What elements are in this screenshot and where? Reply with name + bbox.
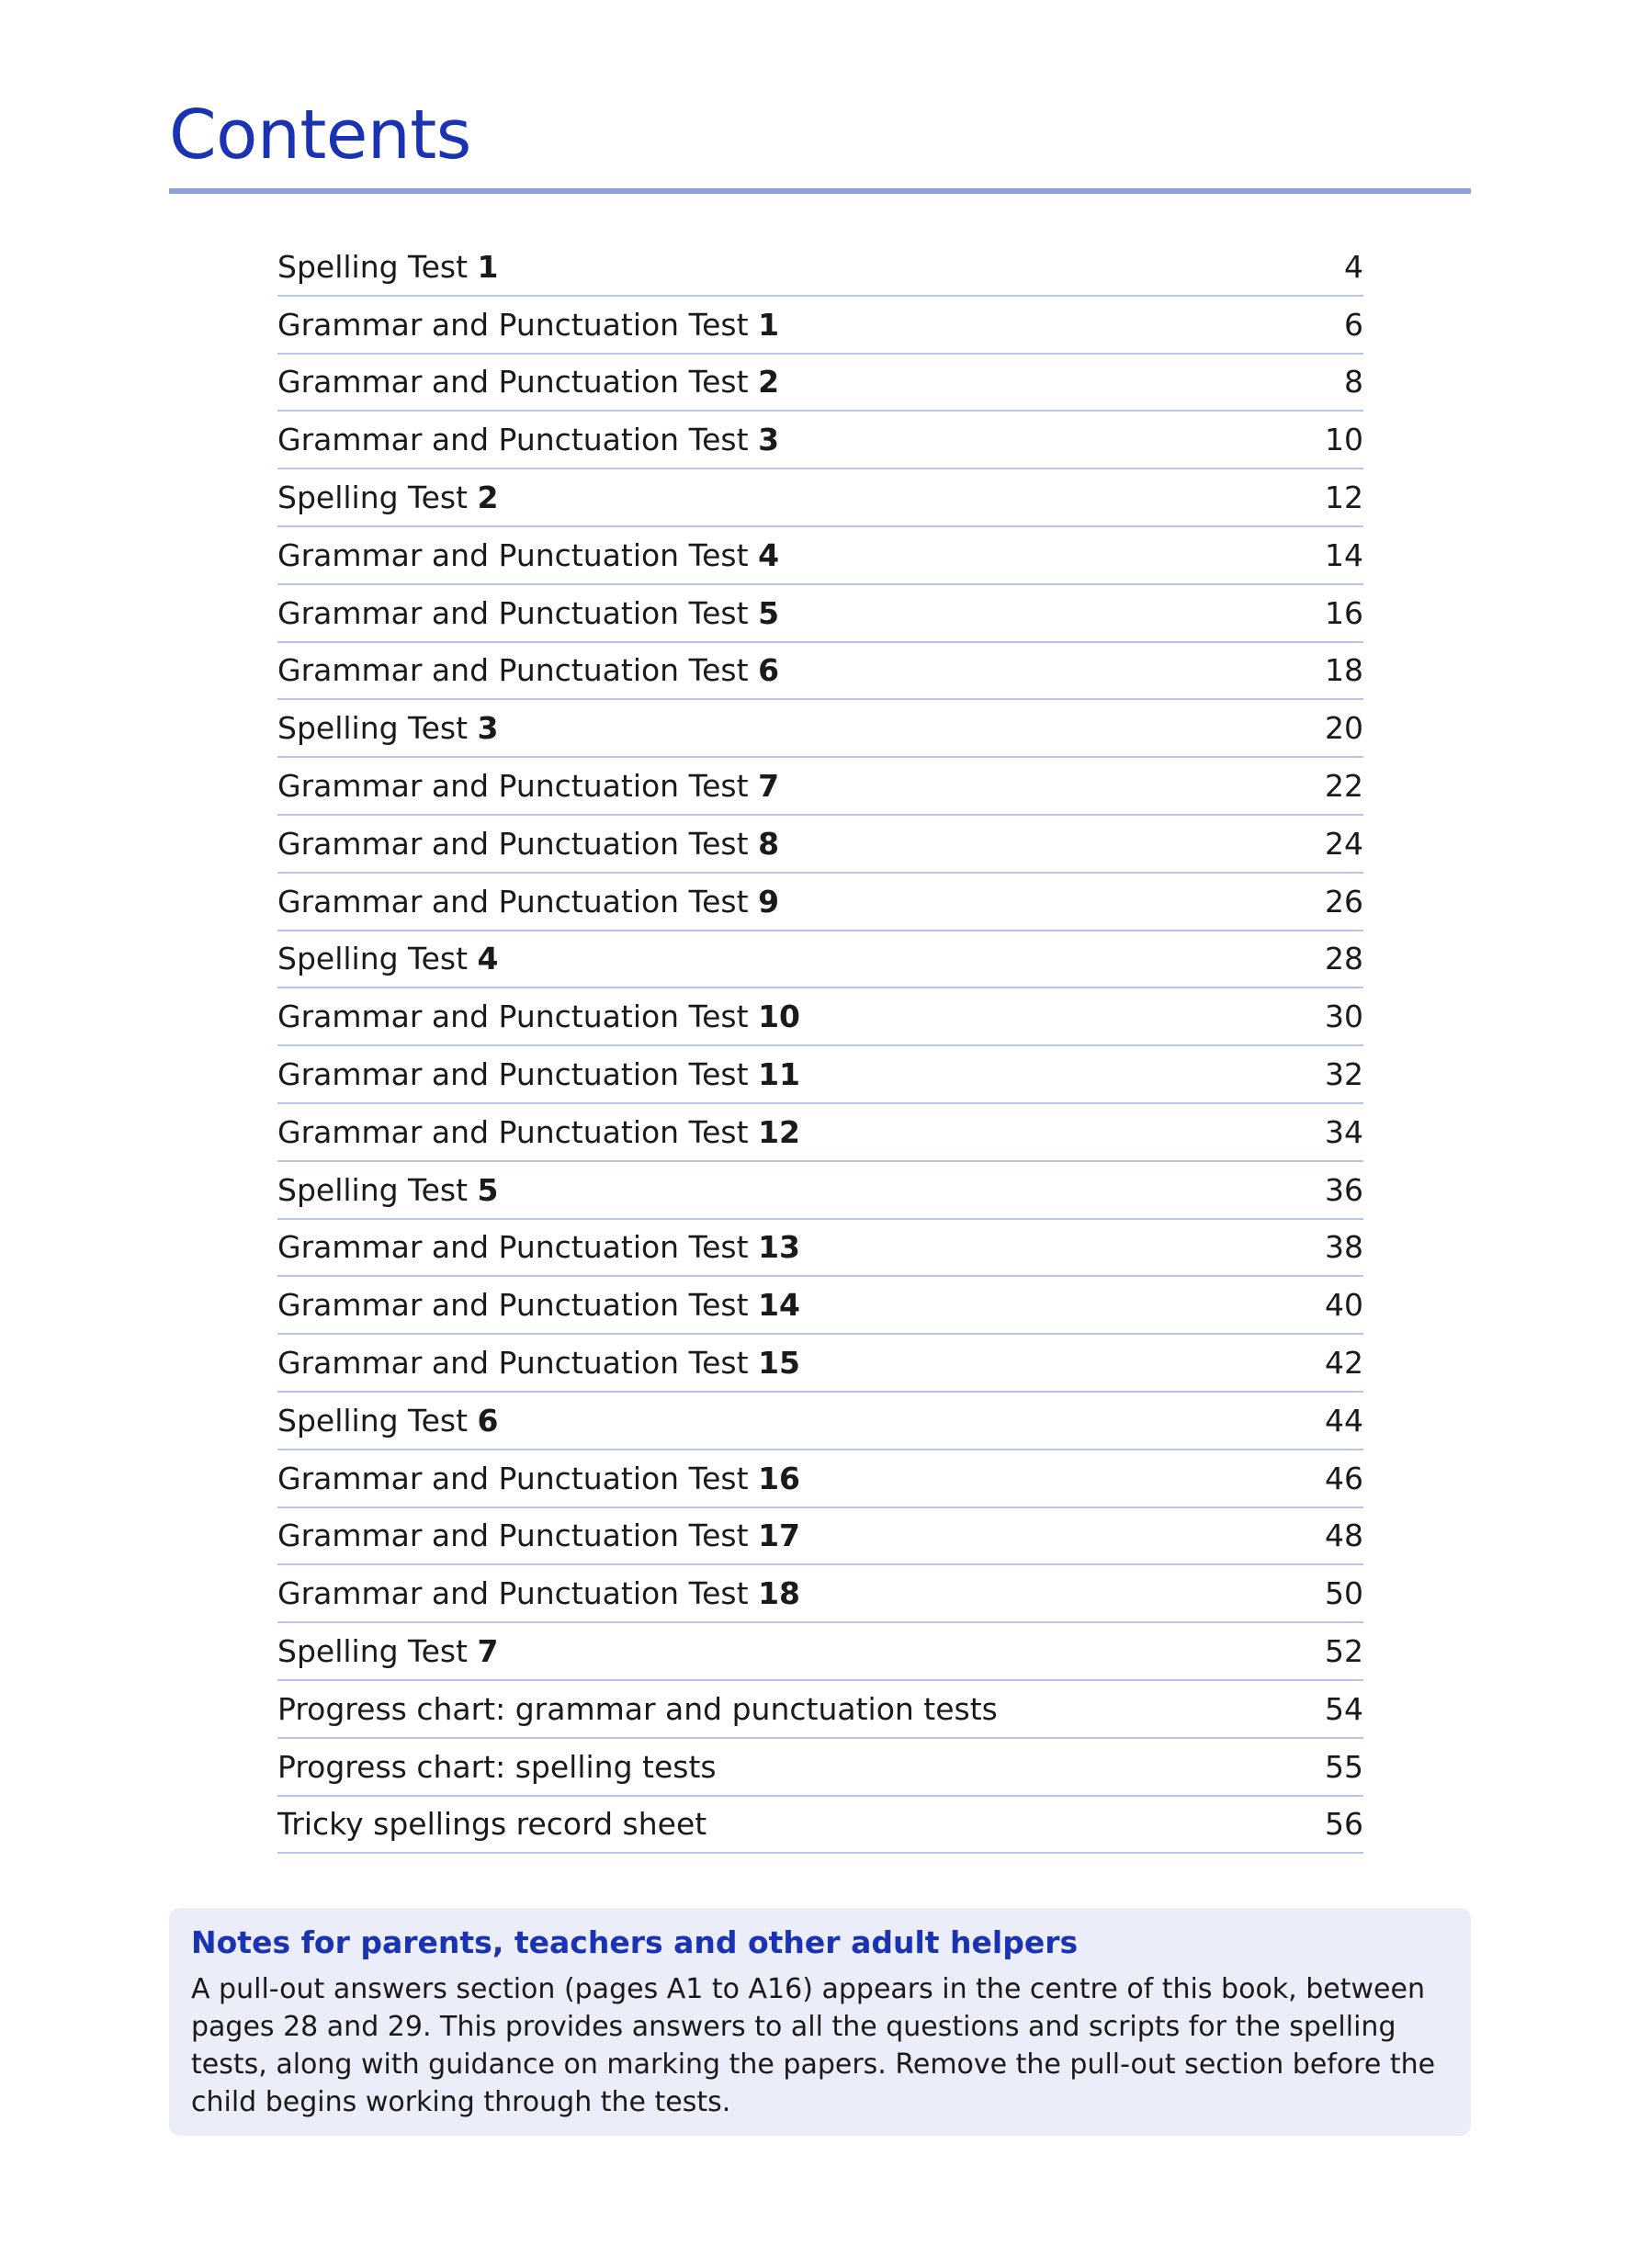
toc-page-number: 6 [1344, 306, 1363, 343]
toc-entry-text: Spelling Test [277, 710, 478, 747]
toc-entry-text: Grammar and Punctuation Test [277, 1113, 759, 1150]
toc-entry-title [277, 941, 499, 977]
toc-row[interactable] [277, 239, 1363, 297]
toc-entry-number: 15 [758, 1345, 800, 1382]
toc-entry-title [277, 652, 780, 689]
toc-entry-title [277, 1056, 800, 1093]
toc-entry-text: Grammar and Punctuation Test [277, 1460, 759, 1496]
toc-entry-text: Progress chart: spelling tests [277, 1748, 717, 1785]
contents-list [277, 239, 1363, 1854]
toc-entry-text: Grammar and Punctuation Test [277, 652, 759, 689]
toc-row[interactable] [277, 931, 1363, 989]
toc-entry-text: Grammar and Punctuation Test [277, 364, 759, 401]
toc-entry-number: 14 [758, 1287, 800, 1324]
toc-page-number: 4 [1344, 248, 1363, 285]
toc-entry-number: 6 [758, 652, 780, 689]
toc-row[interactable] [277, 1508, 1363, 1566]
toc-page-number: 32 [1325, 1056, 1363, 1093]
toc-entry-number: 3 [477, 710, 499, 747]
toc-page-number: 20 [1325, 710, 1363, 747]
toc-entry-title [277, 768, 780, 805]
toc-entry-text: Grammar and Punctuation Test [277, 883, 759, 920]
toc-entry-title [277, 1345, 800, 1382]
notes-box [169, 1908, 1471, 2136]
toc-entry-number: 5 [477, 1171, 499, 1208]
toc-entry-title [277, 1229, 800, 1266]
toc-entry-text: Grammar and Punctuation Test [277, 594, 759, 631]
toc-page-number: 48 [1325, 1518, 1363, 1554]
toc-page-number: 30 [1325, 999, 1363, 1035]
toc-page-number: 24 [1325, 825, 1363, 862]
toc-entry-title [277, 480, 499, 516]
toc-entry-text: Spelling Test [277, 248, 478, 285]
toc-row[interactable] [277, 1104, 1363, 1162]
toc-entry-text: Tricky spellings record sheet [277, 1806, 707, 1843]
toc-page-number: 44 [1325, 1402, 1363, 1439]
toc-entry-title [277, 1748, 717, 1785]
toc-page-number: 18 [1325, 652, 1363, 689]
toc-entry-number: 3 [758, 422, 780, 458]
toc-entry-number: 16 [758, 1460, 800, 1496]
toc-entry-number: 12 [758, 1113, 800, 1150]
toc-page-number: 22 [1325, 768, 1363, 805]
toc-entry-text: Spelling Test [277, 941, 478, 977]
toc-entry-number: 1 [758, 306, 780, 343]
toc-entry-text: Spelling Test [277, 1171, 478, 1208]
toc-entry-title [277, 1287, 800, 1324]
toc-entry-number: 6 [477, 1402, 499, 1439]
toc-row[interactable] [277, 643, 1363, 701]
toc-entry-text: Grammar and Punctuation Test [277, 825, 759, 862]
toc-entry-text: Grammar and Punctuation Test [277, 422, 759, 458]
toc-row[interactable] [277, 469, 1363, 527]
toc-entry-title [277, 1575, 800, 1612]
toc-entry-text: Grammar and Punctuation Test [277, 306, 759, 343]
toc-page-number: 40 [1325, 1287, 1363, 1324]
toc-entry-title [277, 1633, 499, 1670]
toc-entry-number: 2 [758, 364, 780, 401]
toc-entry-text: Grammar and Punctuation Test [277, 1575, 759, 1612]
toc-row[interactable] [277, 585, 1363, 643]
toc-entry-number: 13 [758, 1229, 800, 1266]
toc-entry-number: 4 [477, 941, 499, 977]
toc-row[interactable] [277, 988, 1363, 1046]
toc-entry-number: 1 [477, 248, 499, 285]
toc-entry-number: 17 [758, 1518, 800, 1554]
toc-page-number: 12 [1325, 480, 1363, 516]
toc-row[interactable] [277, 1681, 1363, 1739]
toc-entry-number: 5 [758, 594, 780, 631]
toc-page-number: 54 [1325, 1690, 1363, 1727]
toc-entry-title [277, 883, 780, 920]
toc-entry-title [277, 1113, 800, 1150]
toc-row[interactable] [277, 355, 1363, 412]
toc-page-number: 38 [1325, 1229, 1363, 1266]
toc-row[interactable] [277, 1046, 1363, 1104]
toc-row[interactable] [277, 1162, 1363, 1220]
toc-page-number: 56 [1325, 1806, 1363, 1843]
toc-page-number: 34 [1325, 1113, 1363, 1150]
toc-entry-title [277, 825, 780, 862]
toc-row[interactable] [277, 1623, 1363, 1681]
toc-entry-number: 18 [758, 1575, 800, 1612]
toc-entry-text: Grammar and Punctuation Test [277, 1229, 759, 1266]
toc-entry-title [277, 422, 780, 458]
toc-row[interactable] [277, 297, 1363, 355]
toc-entry-number: 10 [758, 999, 800, 1035]
toc-entry-text: Spelling Test [277, 480, 478, 516]
toc-row[interactable] [277, 1393, 1363, 1450]
toc-entry-title [277, 1402, 499, 1439]
toc-row[interactable] [277, 816, 1363, 874]
toc-row[interactable] [277, 1277, 1363, 1335]
toc-entry-title [277, 1171, 499, 1208]
toc-entry-text: Progress chart: grammar and punctuation tests [277, 1690, 998, 1727]
toc-row[interactable] [277, 758, 1363, 816]
toc-entry-text: Spelling Test [277, 1402, 478, 1439]
toc-row[interactable] [277, 1220, 1363, 1278]
toc-row[interactable] [277, 874, 1363, 931]
toc-page-number: 26 [1325, 883, 1363, 920]
toc-page-number: 8 [1344, 364, 1363, 401]
toc-entry-number: 8 [758, 825, 780, 862]
toc-page-number: 55 [1325, 1748, 1363, 1785]
toc-entry-title [277, 1806, 707, 1843]
toc-entry-text: Grammar and Punctuation Test [277, 1287, 759, 1324]
toc-row[interactable] [277, 700, 1363, 758]
toc-row[interactable] [277, 1797, 1363, 1855]
title-underline [169, 188, 1471, 194]
toc-entry-text: Spelling Test [277, 1633, 478, 1670]
toc-row[interactable] [277, 1565, 1363, 1623]
toc-page-number: 16 [1325, 594, 1363, 631]
toc-row[interactable] [277, 1450, 1363, 1508]
toc-entry-text: Grammar and Punctuation Test [277, 999, 759, 1035]
toc-entry-title [277, 710, 499, 747]
toc-entry-title [277, 1690, 998, 1727]
page-title: Contents [169, 96, 471, 175]
toc-page-number: 28 [1325, 941, 1363, 977]
toc-entry-title [277, 594, 780, 631]
toc-row[interactable] [277, 527, 1363, 585]
toc-page-number: 10 [1325, 422, 1363, 458]
toc-entry-text: Grammar and Punctuation Test [277, 1056, 759, 1093]
toc-page-number: 36 [1325, 1171, 1363, 1208]
toc-entry-number: 9 [758, 883, 780, 920]
toc-page-number: 50 [1325, 1575, 1363, 1612]
notes-heading: Notes for parents, teachers and other adult helpers [191, 1924, 1079, 1960]
toc-page-number: 52 [1325, 1633, 1363, 1670]
toc-entry-title [277, 999, 800, 1035]
toc-entry-text: Grammar and Punctuation Test [277, 768, 759, 805]
toc-entry-text: Grammar and Punctuation Test [277, 1518, 759, 1554]
toc-entry-number: 7 [477, 1633, 499, 1670]
toc-entry-text: Grammar and Punctuation Test [277, 1345, 759, 1382]
toc-entry-number: 11 [758, 1056, 800, 1093]
toc-page-number: 14 [1325, 536, 1363, 573]
toc-page-number: 42 [1325, 1345, 1363, 1382]
toc-row[interactable] [277, 1739, 1363, 1797]
toc-page-number: 46 [1325, 1460, 1363, 1496]
toc-entry-text: Grammar and Punctuation Test [277, 536, 759, 573]
toc-entry-title [277, 1460, 800, 1496]
toc-entry-title [277, 1518, 800, 1554]
toc-entry-title [277, 248, 499, 285]
toc-entry-title [277, 364, 780, 401]
toc-entry-title [277, 306, 780, 343]
toc-row[interactable] [277, 1335, 1363, 1393]
toc-entry-number: 4 [758, 536, 780, 573]
toc-row[interactable] [277, 412, 1363, 469]
toc-entry-number: 7 [758, 768, 780, 805]
toc-entry-number: 2 [477, 480, 499, 516]
toc-entry-title [277, 536, 780, 573]
notes-body: A pull-out answers section (pages A1 to A16) appears in the centre of this book, between pages 28 and 29. This provides answers to all the questions and scripts for the spelling tests, along with guidance on marking the papers. Remove the pull-out section before the child begins working through the tests. [191, 1972, 1436, 2118]
